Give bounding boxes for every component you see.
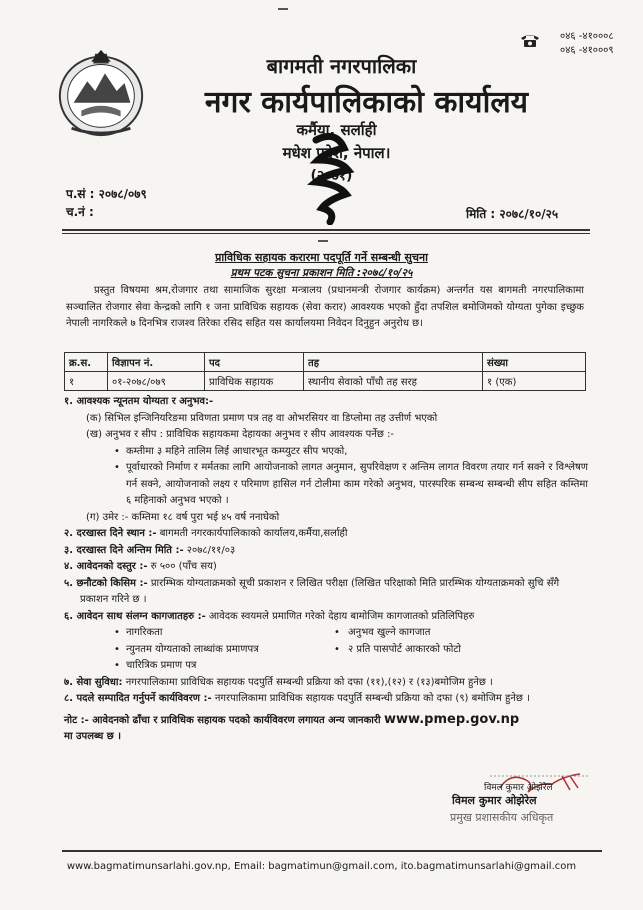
note-suffix: मा उपलब्ध छ । <box>64 731 122 742</box>
qualification-ga: (ग) उमेर :- कम्तिमा १८ वर्ष पुरा भई ४५ वर्ष ननाघेको <box>86 511 280 523</box>
section-label: ५. छनौटको किसिम :- <box>64 577 148 589</box>
phone-number: ०४६ -४१०००८ <box>560 31 614 42</box>
section-label: ७. सेवा सुविधा: <box>64 676 123 688</box>
section-1-title: १. आवश्यक न्यूनतम योग्यता र अनुभव:- <box>64 396 214 407</box>
section-value: प्रारम्भिक योग्यताक्रमको सूची प्रकाशन र लिखित परीक्षा (लिखित परिक्षाको मिति प्रारम्भिक योग्यताक्रमको सुचि सँगै प्रकाशन गरिने छ । <box>80 577 560 605</box>
document-item: • न्युनतम योग्यताको लाब्धांक प्रमाणपत्र <box>64 642 326 659</box>
section-8 <box>64 691 588 708</box>
document-item: • २ प्रति पासपोर्ट आकारको फोटो <box>326 642 588 659</box>
reference-block <box>66 185 147 221</box>
letter-date: मिति : २०७८/१०/२५ <box>466 207 559 221</box>
footer-rule <box>62 850 602 852</box>
notice-title: प्राविधिक सहायक करारमा पदपूर्ति गर्ने सम्बन्धी सुचना <box>215 251 428 264</box>
ink-scribble-mark <box>296 130 366 225</box>
signatory-name: विमल कुमार ओझेरेल <box>484 783 553 793</box>
office-name: नगर कार्यपालिकाको कार्यालय <box>204 85 529 120</box>
section-label: २. दरखास्त दिने स्थान :- <box>64 528 157 539</box>
section-label: ६. आवेदन साथ संलग्न कागजातहरु :- <box>64 610 206 622</box>
pmep-link[interactable]: www.pmep.gov.np <box>384 711 520 727</box>
note-text: नोट :- आवेदनको ढाँचा र प्राविधिक सहायक पदको कार्यविवरण लगायत अन्य जानकारी <box>64 714 385 726</box>
municipality-name: बागमती नगरपालिका <box>266 54 417 78</box>
qualification-kha: (ख) अनुभव र सीप : प्राविधिक सहायकमा देहायका अनुभव र सीप आवश्यक पर्नेछ :- <box>86 429 395 440</box>
table-header: तह <box>304 353 483 372</box>
footer-contact: www.bagmatimunsarlahi.gov.np, Email: bagmatimun@gmail.com, ito.bagmatimunsarlahi@gmail.com <box>66 861 577 872</box>
address-line-3: (२०७१) <box>310 168 353 184</box>
skill-item: • कम्तीमा ३ महिने तालिम लिई आधारभूत कम्प्युटर सीप भएको, <box>64 444 588 461</box>
vacancy-table <box>64 352 586 391</box>
notice-intro: प्रस्तुत विषयमा श्रम,रोजगार तथा सामाजिक सुरक्षा मन्त्रालय (प्रधानमन्त्री रोजगार कार्यक्रम) अन्तर्गत यस बागमती नगरपालिकामा सञ्चालित रोजगार सेवा केन्द्रको लागि १ जना प्राविधिक सहायक (सेवा करार) आवश्यक भएको हुँदा तपशिल बमोजिमको योग्यता पुगेका इच्छुक नेपाली नागरिकले ७ दिनभित्र राजश्व तिरेका रसिद सहित यस कार्यालयमा निवेदन दिनुहुन अनुरोध छ। <box>66 285 584 329</box>
document-item: • अनुभव खुल्ने कागजात <box>326 625 588 642</box>
notice-subtitle: प्रथम पटक सुचना प्रकाशन मिति :२०७८/१०/२५ <box>230 267 413 279</box>
table-header: क्र.स. <box>65 353 108 372</box>
section-label: ४. आवेदनको दस्तुर :- <box>64 561 148 572</box>
notice-body <box>64 394 588 746</box>
section-value: २०७८/११/०३ <box>183 544 236 556</box>
punch-mark <box>318 240 328 242</box>
section-value: नगरपालिकामा प्राविधिक सहायक पदपुर्ति सम्बन्धी प्रक्रिया को दफा (११),(१२) र (१३)बमोजिम हुनेछ । <box>122 676 493 688</box>
address-line-1: कर्मैया, सर्लाही <box>296 121 377 139</box>
section-value: नगरपालिकामा प्राविधिक सहायक पदपुर्ति सम्बन्धी प्रक्रिया को दफा (९) बमोजिम हुनेछ । <box>211 693 530 704</box>
table-cell: स्थानीय सेवाको पाँचौ तह सरह <box>304 372 483 391</box>
section-4 <box>64 559 588 576</box>
table-row <box>65 372 586 391</box>
signatory-designation: प्रमुख प्रशासकीय अधिकृत <box>450 811 554 824</box>
telephone-icon <box>520 32 540 48</box>
document-list-row <box>64 625 588 642</box>
signatory-stamp-name: विमल कुमार ओझेरेल <box>452 794 537 807</box>
section-value: बागमती नगरकार्यपालिकाको कार्यालय,कर्मैया,सर्लाही <box>156 528 348 539</box>
section-value: रु ५०० (पाँच सय) <box>147 561 217 572</box>
table-cell: प्राविधिक सहायक <box>205 372 304 391</box>
section-6 <box>64 609 588 626</box>
section-3 <box>64 543 588 560</box>
section-label: ८. पदले सम्पादित गर्नुपर्ने कार्यविवरण :- <box>64 693 212 704</box>
table-header: पद <box>205 353 304 372</box>
qualification-ka: (क) सिभिल इन्जिनियरिङमा प्रविणता प्रमाण पत्र तह वा ओभरसियर वा डिप्लोमा तह उत्तीर्ण भएको <box>86 412 438 424</box>
header-rule <box>62 229 590 231</box>
section-value: आवेदक स्वयमले प्रमाणित गरेको देहाय बामोजिम कागजातको प्रतिलिपिहरु <box>205 610 475 622</box>
table-header-row <box>65 353 586 372</box>
table-cell: १ (एक) <box>483 372 586 391</box>
skill-item: • पूर्वाधारको निर्माण र मर्मतका लागि आयोजनाको लागत अनुमान, सुपरिवेक्षण र अन्तिम लागत विवरण तयार गर्न सक्ने र विश्लेषण गर्न सक्ने, आयोजनाको लक्ष्य र परिमाण हासिल गर्न टोलीमा काम गरेको अनुभव, पारस्परिक सम्बन्ध सम्बन्धी सीप सहित कम्तिमा ६ महिनाको अनुभव भएको । <box>64 460 588 510</box>
section-7 <box>64 675 588 692</box>
document-item: • नागरिकता <box>64 625 326 642</box>
dispatch-number: च.नं : <box>66 205 94 219</box>
phone-number: ०४६ -४१०००९ <box>560 45 614 56</box>
reference-number: प.सं : २०७८/०७९ <box>66 187 147 201</box>
header-rule-thin <box>62 233 590 234</box>
table-header: विज्ञापन नं. <box>108 353 205 372</box>
section-label: ३. दरखास्त दिने अन्तिम मिति :- <box>64 544 184 556</box>
section-2 <box>64 526 588 543</box>
document-item: • चारित्रिक प्रमाण पत्र <box>64 658 588 675</box>
address-line-2: मधेश प्रदेश, नेपाल। <box>282 144 391 162</box>
note <box>64 712 588 746</box>
table-cell: १ <box>65 372 108 391</box>
document-list-row <box>64 642 588 659</box>
table-header: संख्या <box>483 353 586 372</box>
section-5 <box>64 576 588 609</box>
punch-mark <box>278 8 288 10</box>
table-cell: ०१-२०७८/०७९ <box>108 372 205 391</box>
